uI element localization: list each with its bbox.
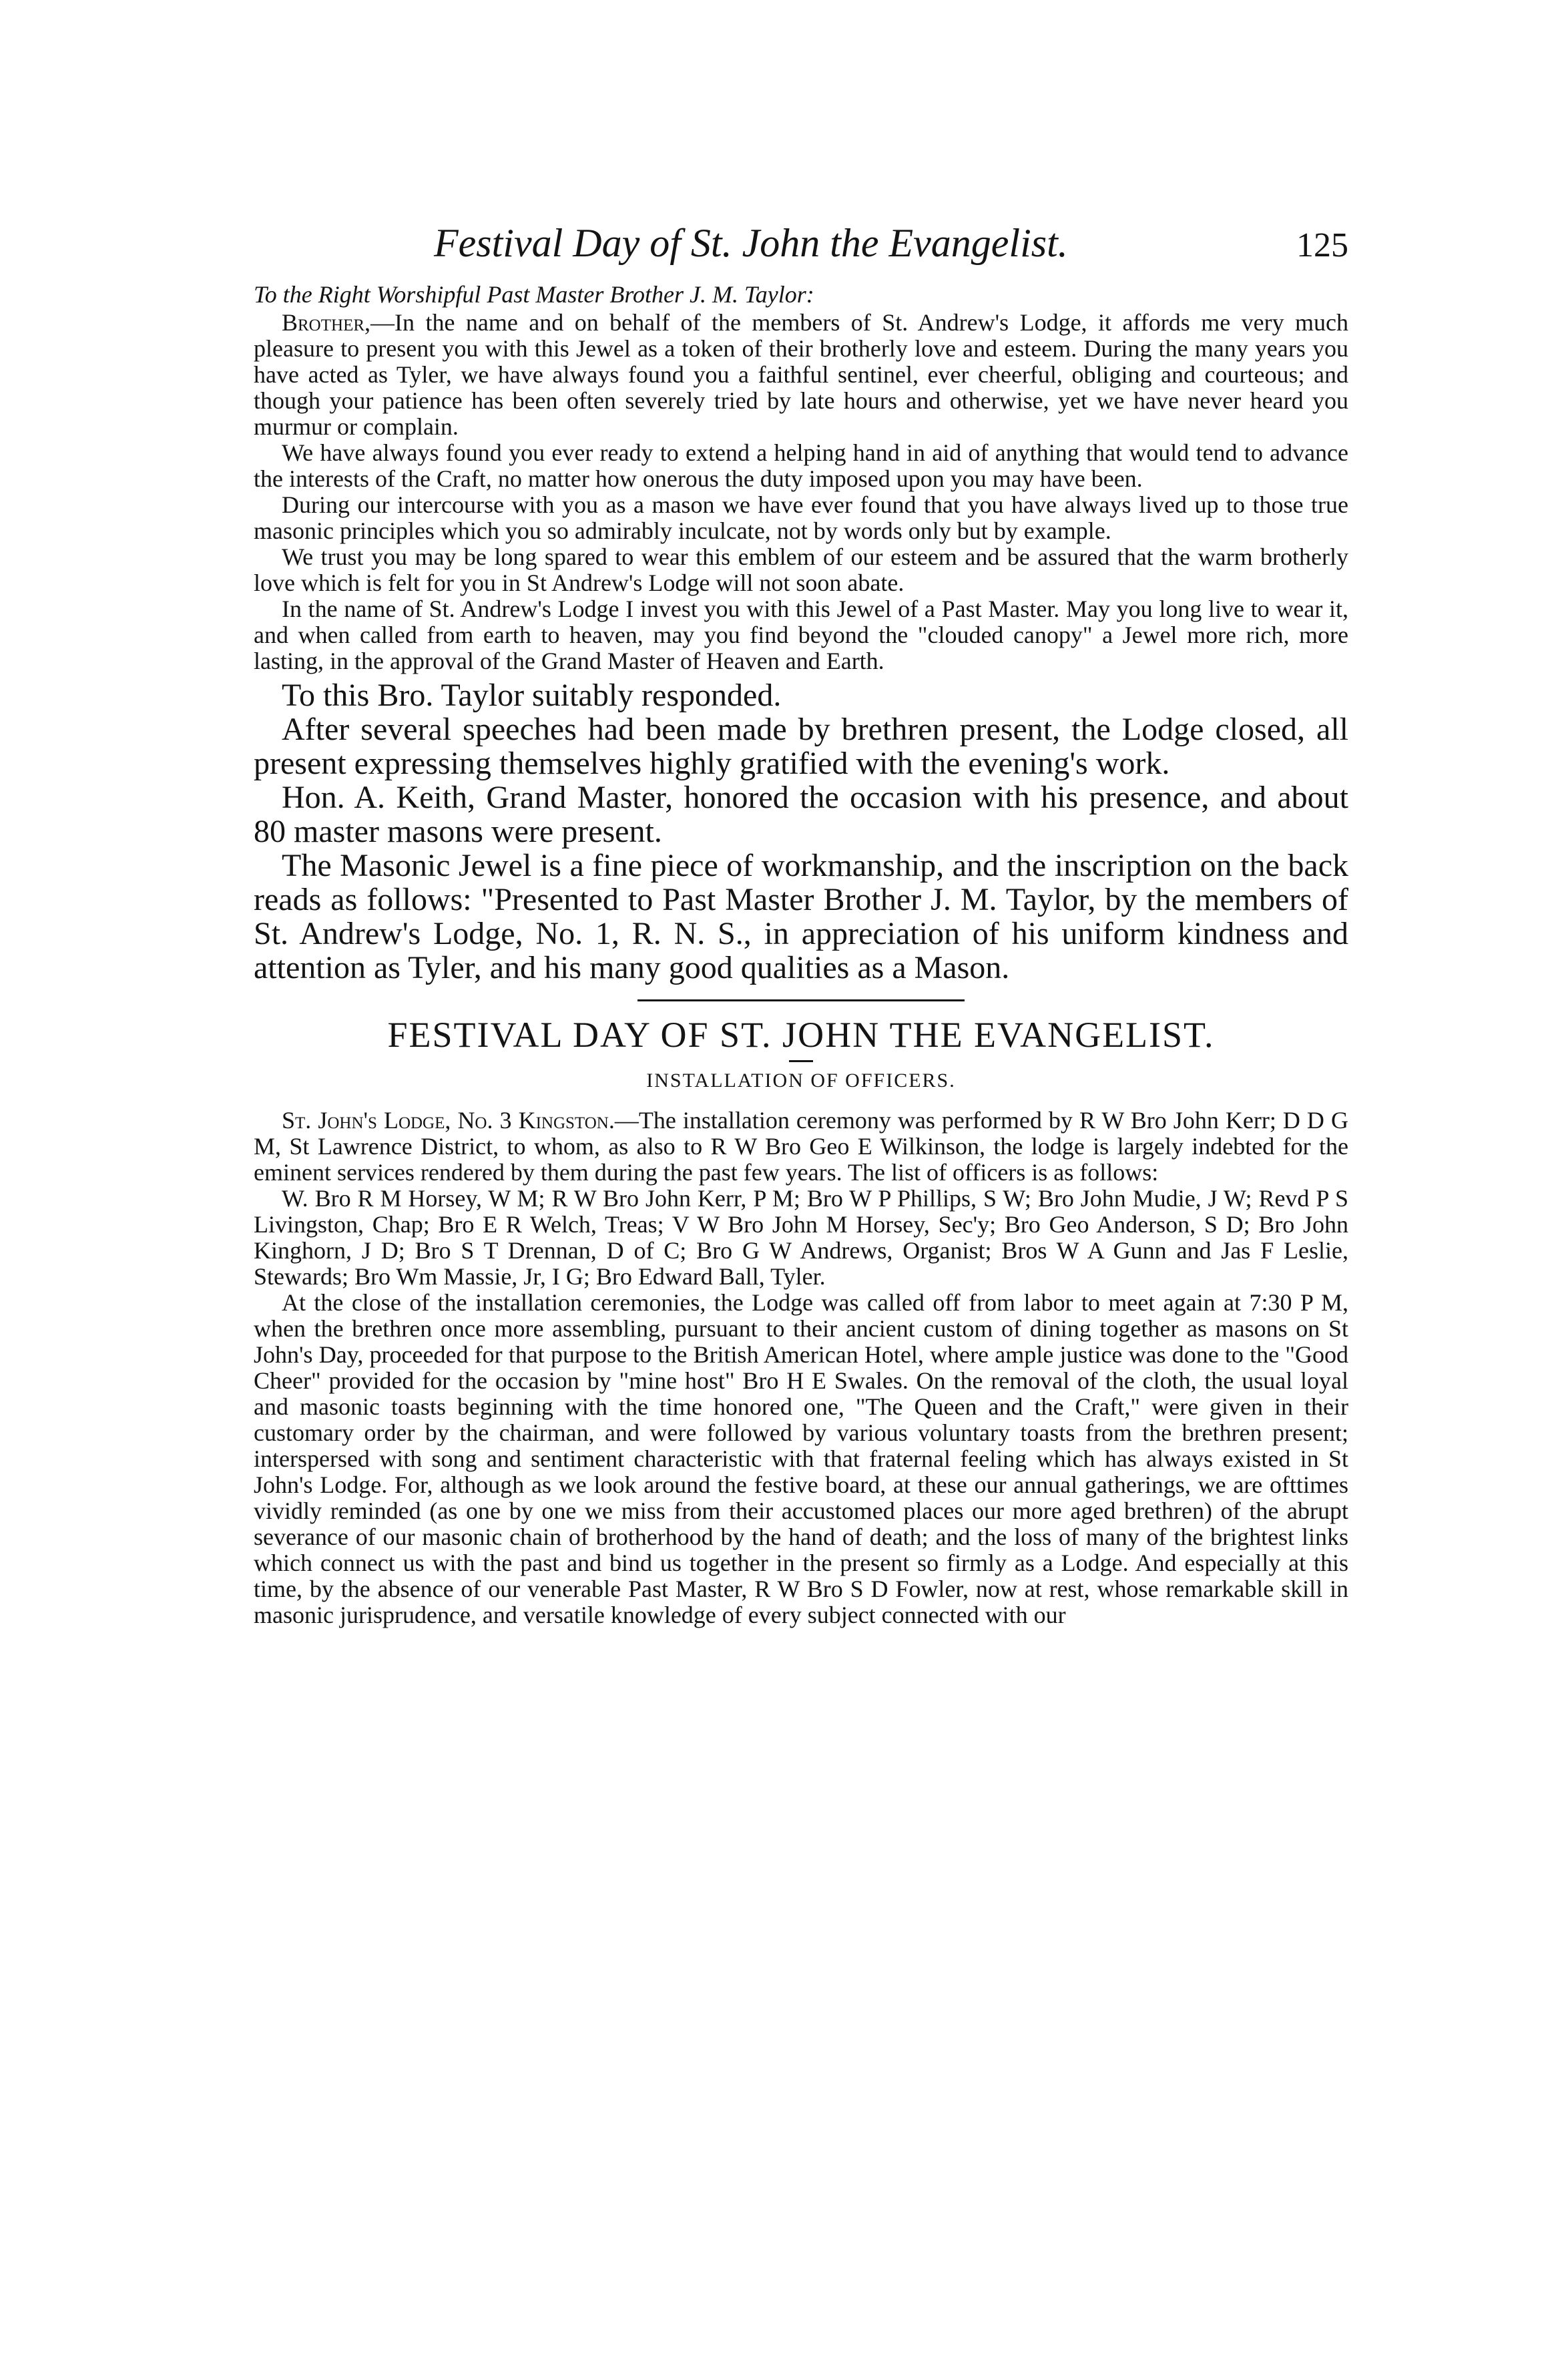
page-number: 125 (1296, 226, 1348, 264)
title-underline (789, 1060, 813, 1062)
address-text: —In the name and on behalf of the members of St. Andrew's Lodge, it affords me very much pleasure to present you with this Jewel as a token of their brotherly love and esteem. During the many years you have acted as Tyler, we have always found you a faithful sentinel, ever cheerful, obliging and courteous; and though your patience has been often severely tried by late hours and otherwise, yet we have never heard you murmur or complain. (254, 309, 1348, 440)
officer-list: W. Bro R M Horsey, W M; R W Bro John Kerr, P M; Bro W P Phillips, S W; Bro John Mudie, J W; Revd P S Livingston, Chap; Bro E R Welch, Treas; V W Bro John M Horsey, Sec'y; Bro Geo Anderson, S D; Bro John Kinghorn, J D; Bro S T Drennan, D of C; Bro G W Andrews, Organist; Bros W A Gunn and Jas F Leslie, Stewards; Bro Wm Massie, Jr, I G; Bro Edward Ball, Tyler. (254, 1185, 1348, 1290)
section-subtitle: INSTALLATION OF OFFICERS. (646, 1069, 956, 1092)
section-title: FESTIVAL DAY OF ST. JOHN THE EVANGELIST. (387, 1015, 1215, 1055)
address-paragraph: We trust you may be long spared to wear this emblem of our esteem and be assured that the warm brotherly love which is felt for you in St Andrew's Lodge will not soon abate. (254, 543, 1348, 596)
address-paragraph: We have always found you ever ready to extend a helping hand in aid of anything that would tend to advance the interests of the Craft, no matter how onerous the duty imposed upon you may have been. (254, 439, 1348, 492)
address-paragraph: During our intercourse with you as a mason we have ever found that you have always lived up to those true masonic principles which you so admirably inculcate, not by words only but by example. (254, 491, 1348, 544)
page-content (254, 220, 1348, 1628)
running-title: Festival Day of St. John the Evangelist. (434, 221, 1068, 265)
narrative-paragraph: Hon. A. Keith, Grand Master, honored the occasion with his presence, and about 80 master masons were present. (254, 780, 1348, 849)
address-paragraph (254, 310, 1348, 440)
narrative-paragraph: The Masonic Jewel is a fine piece of workmanship, and the inscription on the back reads as follows: "Presented to Past Master Brother J. M. Taylor, by the members of St. Andrew's Lodge, No. 1, R. N. S., in appreciation of his uniform kindness and attention as Tyler, and his many good qualities as a Mason. (254, 848, 1348, 985)
section-text: —The installation ceremony was performed by R W Bro John Kerr; D D G M, St Lawrence District, to whom, as also to R W Bro Geo E Wilkinson, the lodge is largely indebted for the eminent services rendered by them during the past few years. The list of officers is as follows: (254, 1107, 1348, 1186)
section-paragraph (254, 1108, 1348, 1186)
narrative-paragraph: After several speeches had been made by brethren present, the Lodge closed, all present expressing themselves highly gratified with the evening's work. (254, 712, 1348, 781)
salutation: To the Right Worshipful Past Master Brother J. M. Taylor: (254, 281, 814, 308)
section-paragraph: At the close of the installation ceremonies, the Lodge was called off from labor to meet again at 7:30 P M, when the brethren once more assembling, pursuant to their ancient custom of dining together as masons on St John's Day, proceeded for that purpose to the British American Hotel, where ample justice was done to the "Good Cheer" provided for the occasion by "mine host" Bro H E Swales. On the removal of the cloth, the usual loyal and masonic toasts beginning with the time honored one, "The Queen and the Craft," were given in their customary order by the chairman, and were followed by various voluntary toasts from the brethren present; interspersed with song and sentiment characteristic with that fraternal feeling which has always existed in St John's Lodge. For, although as we look around the festive board, at these our annual gatherings, we are ofttimes vividly reminded (as one by one we miss from their accustomed places our more aged brethren) of the abrupt severance of our masonic chain of brotherhood by the hand of death; and the loss of many of the brightest links which connect us with the past and bind us together in the present so firmly as a Lodge. And especially at this time, by the absence of our venerable Past Master, R W Bro S D Fowler, now at rest, whose remarkable skill in masonic jurisprudence, and versatile knowledge of every subject connected with our (254, 1289, 1348, 1628)
section-divider (637, 999, 965, 1001)
opening-word: Brother, (282, 309, 371, 336)
running-header (434, 220, 1348, 274)
narrative-paragraph: To this Bro. Taylor suitably responded. (282, 678, 782, 713)
lodge-lead-in: St. John's Lodge, No. 3 Kingston. (282, 1107, 615, 1134)
address-paragraph: In the name of St. Andrew's Lodge I invest you with this Jewel of a Past Master. May you long live to wear it, and when called from earth to heaven, may you find beyond the "clouded canopy" a Jewel more rich, more lasting, in the approval of the Grand Master of Heaven and Earth. (254, 596, 1348, 674)
